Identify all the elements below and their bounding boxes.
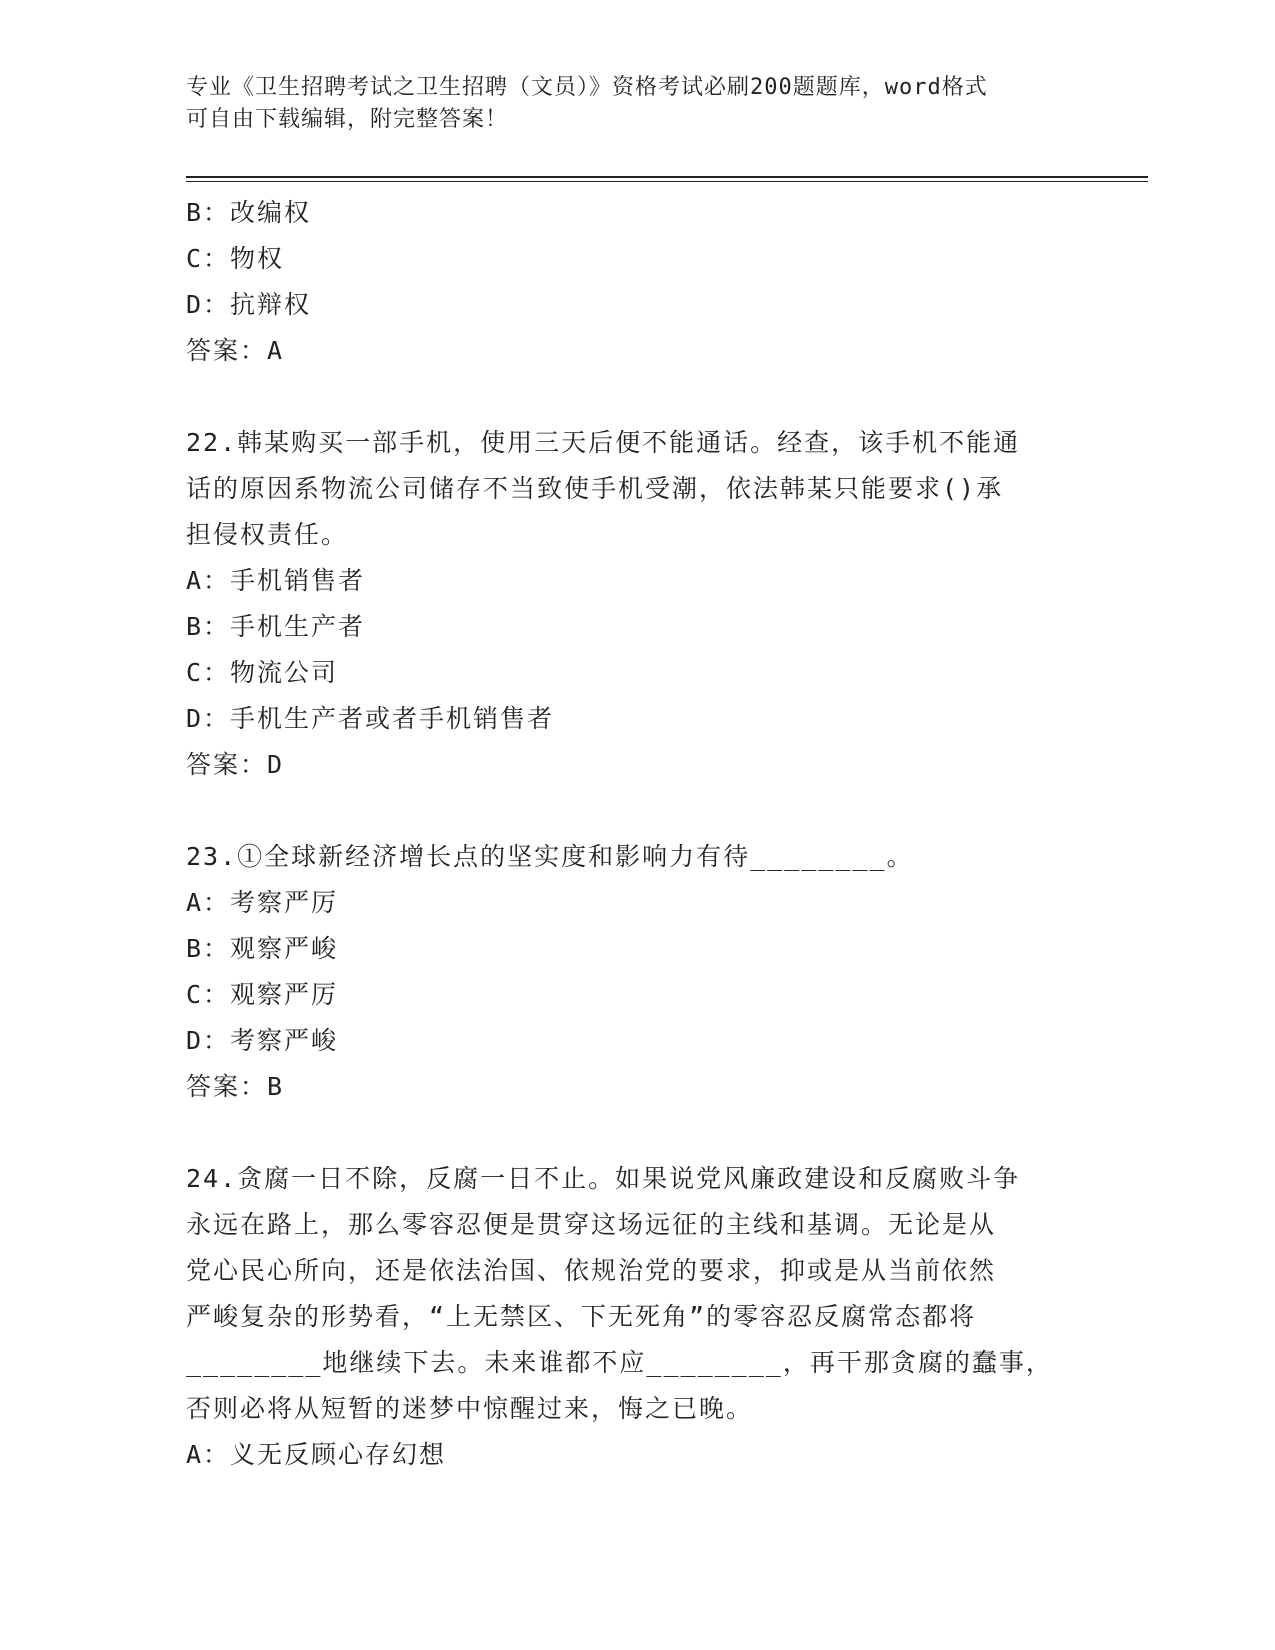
option-d: D：手机生产者或者手机销售者 [186,704,555,733]
document-body [186,190,1066,1478]
question-stem-line: 22.韩某购买一部手机，使用三天后便不能通话。经查，该手机不能通 [186,428,1021,457]
question-stem-line: 担侵权责任。 [186,520,349,549]
question-24 [186,1156,1066,1478]
question-21 [186,190,1066,374]
question-stem-line: 严峻复杂的形势看，“上无禁区、下无死角”的零容忍反腐常态都将 [186,1302,977,1331]
question-stem-line: 话的原因系物流公司储存不当致使手机受潮，依法韩某只能要求()承 [186,474,1004,503]
option-c: C：物流公司 [186,658,339,687]
question-stem-line: 永远在路上，那么零容忍便是贯穿这场远征的主线和基调。无论是从 [186,1210,997,1239]
header-line-1: 专业《卫生招聘考试之卫生招聘（文员）》资格考试必刷200题题库，word格式 [186,75,988,100]
answer-label: 答案：D [186,750,285,779]
option-d: D：抗辩权 [186,290,312,319]
question-stem-line: 24.贪腐一日不除，反腐一日不止。如果说党风廉政建设和反腐败斗争 [186,1164,1021,1193]
header-divider-thin [186,181,1148,182]
question-stem-line: 23.①全球新经济增长点的坚实度和影响力有待________。 [186,842,914,871]
question-22 [186,420,1066,788]
header-divider-thick [186,176,1148,178]
option-c: C：观察严厉 [186,980,339,1009]
header-line-2: 可自由下载编辑，附完整答案！ [186,107,509,132]
answer-label: 答案：A [186,336,285,365]
document-header [186,72,1066,136]
option-a: A：手机销售者 [186,566,366,595]
question-stem-line: ________地继续下去。未来谁都不应________，再干那贪腐的蠢事， [186,1348,1053,1377]
answer-label: 答案：B [186,1072,285,1101]
option-b: B：观察严峻 [186,934,339,963]
option-a: A：义无反顾心存幻想 [186,1440,447,1469]
question-23 [186,834,1066,1110]
question-stem-line: 否则必将从短暂的迷梦中惊醒过来，悔之已晚。 [186,1394,754,1423]
option-b: B：改编权 [186,198,312,227]
option-c: C：物权 [186,244,285,273]
question-stem-line: 党心民心所向，还是依法治国、依规治党的要求，抑或是从当前依然 [186,1256,997,1285]
option-a: A：考察严厉 [186,888,339,917]
option-d: D：考察严峻 [186,1026,339,1055]
option-b: B：手机生产者 [186,612,366,641]
